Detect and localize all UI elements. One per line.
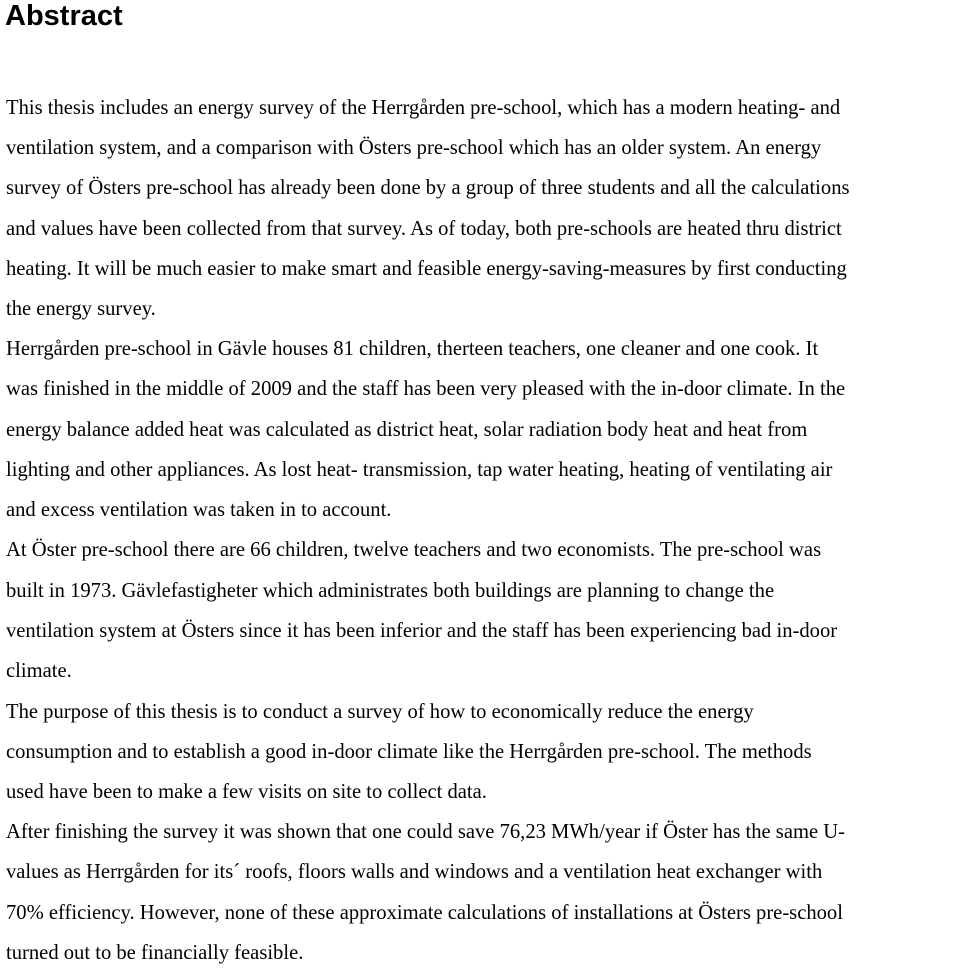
body-line: was finished in the middle of 2009 and the staff has been very pleased with the in-door climate. In the — [6, 378, 846, 400]
body-line: built in 1973. Gävlefastigheter which administrates both buildings are planning to change the — [6, 580, 775, 602]
body-line: survey of Östers pre-school has already been done by a group of three students and all the calculations — [6, 177, 850, 199]
body-line: This thesis includes an energy survey of the Herrgården pre-school, which has a modern heating- and — [6, 97, 841, 119]
body-line: After finishing the survey it was shown that one could save 76,23 MWh/year if Öster has the same U- — [6, 821, 845, 843]
body-line: energy balance added heat was calculated as district heat, solar radiation body heat and heat from — [6, 419, 808, 441]
body-line: heating. It will be much easier to make smart and feasible energy-saving-measures by first conducting — [6, 258, 847, 280]
body-line: ventilation system at Östers since it has been inferior and the staff has been experiencing bad in-door — [6, 620, 838, 642]
body-line: The purpose of this thesis is to conduct a survey of how to economically reduce the energy — [6, 701, 754, 723]
body-line: lighting and other appliances. As lost heat- transmission, tap water heating, heating of ventilating air — [6, 459, 833, 481]
body-line: Herrgården pre-school in Gävle houses 81 children, therteen teachers, one cleaner and one cook. It — [6, 338, 819, 360]
body-line: ventilation system, and a comparison with Östers pre-school which has an older system. An energy — [6, 137, 822, 159]
body-line: climate. — [6, 660, 72, 682]
body-line: turned out to be financially feasible. — [6, 942, 304, 964]
body-line: consumption and to establish a good in-door climate like the Herrgården pre-school. The methods — [6, 741, 812, 763]
body-line: used have been to make a few visits on site to collect data. — [6, 781, 487, 803]
body-line: and excess ventilation was taken in to account. — [6, 499, 392, 521]
body-line: the energy survey. — [6, 298, 156, 320]
body-line: and values have been collected from that survey. As of today, both pre-schools are heated thru district — [6, 218, 842, 240]
abstract-heading: Abstract — [5, 0, 123, 32]
body-line: At Öster pre-school there are 66 children, twelve teachers and two economists. The pre-school was — [6, 539, 822, 561]
body-line: values as Herrgården for its´ roofs, floors walls and windows and a ventilation heat exchanger with — [6, 861, 823, 883]
body-line: 70% efficiency. However, none of these approximate calculations of installations at Östers pre-school — [6, 902, 843, 924]
